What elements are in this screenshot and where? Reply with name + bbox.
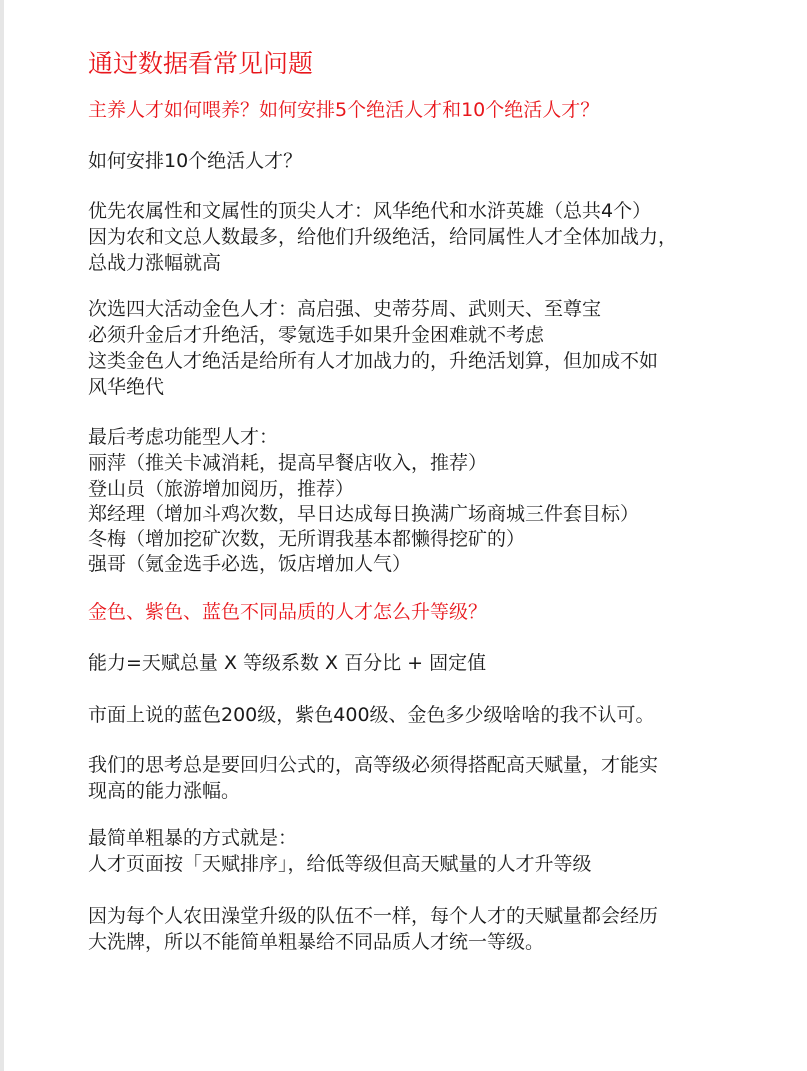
paragraph-line: 人才页面按「天赋排序」，给低等级但高天赋量的人才升等级 [88, 853, 592, 875]
section-heading-talent-feeding: 主养人才如何喂养？如何安排5个绝活人才和10个绝活人才？ [88, 99, 600, 121]
paragraph-line: 市面上说的蓝色200级，紫色400级、金色多少级啥啥的我不认可。 [88, 704, 655, 726]
paragraph-line: 因为农和文总人数最多，给他们升级绝活，给同属性人才全体加战力， [88, 226, 678, 248]
paragraph-line: 最简单粗暴的方式就是： [88, 827, 298, 849]
formula-line: 能力=天赋总量 X 等级系数 X 百分比 + 固定值 [88, 652, 487, 674]
list-item: 登山员（旅游增加阅历，推荐） [88, 478, 355, 500]
paragraph-line: 这类金色人才绝活是给所有人才加战力的，升绝活划算，但加成不如 [88, 350, 659, 372]
paragraph-line: 如何安排10个绝活人才？ [88, 150, 303, 172]
paragraph-line: 必须升金后才升绝活，零氪选手如果升金困难就不考虑 [88, 324, 545, 346]
list-item: 强哥（氪金选手必选，饭店增加人气） [88, 553, 412, 575]
page-left-edge [0, 0, 4, 1071]
paragraph-line: 我们的思考总是要回归公式的，高等级必须得搭配高天赋量，才能实 [88, 754, 659, 776]
page-title: 通过数据看常见问题 [88, 49, 314, 78]
paragraph-line: 现高的能力涨幅。 [88, 780, 241, 802]
paragraph-line: 最后考虑功能型人才： [88, 426, 279, 448]
paragraph-line: 总战力涨幅就高 [88, 252, 222, 274]
paragraph-line: 风华绝代 [88, 376, 165, 398]
paragraph-line: 因为每个人农田澡堂升级的队伍不一样，每个人才的天赋量都会经历 [88, 905, 659, 927]
paragraph-line: 大洗牌，所以不能简单粗暴给不同品质人才统一等级。 [88, 931, 545, 953]
paragraph-line: 优先农属性和文属性的顶尖人才：风华绝代和水浒英雄（总共4个） [88, 200, 652, 222]
list-item: 丽萍（推关卡减消耗，提高早餐店收入，推荐） [88, 452, 488, 474]
list-item: 郑经理（增加斗鸡次数，早日达成每日换满广场商城三件套目标） [88, 503, 640, 525]
list-item: 冬梅（增加挖矿次数，无所谓我基本都懒得挖矿的） [88, 528, 526, 550]
paragraph-line: 次选四大活动金色人才：高启强、史蒂芬周、武则天、至尊宝 [88, 298, 602, 320]
section-heading-quality-levels: 金色、紫色、蓝色不同品质的人才怎么升等级？ [88, 601, 488, 623]
